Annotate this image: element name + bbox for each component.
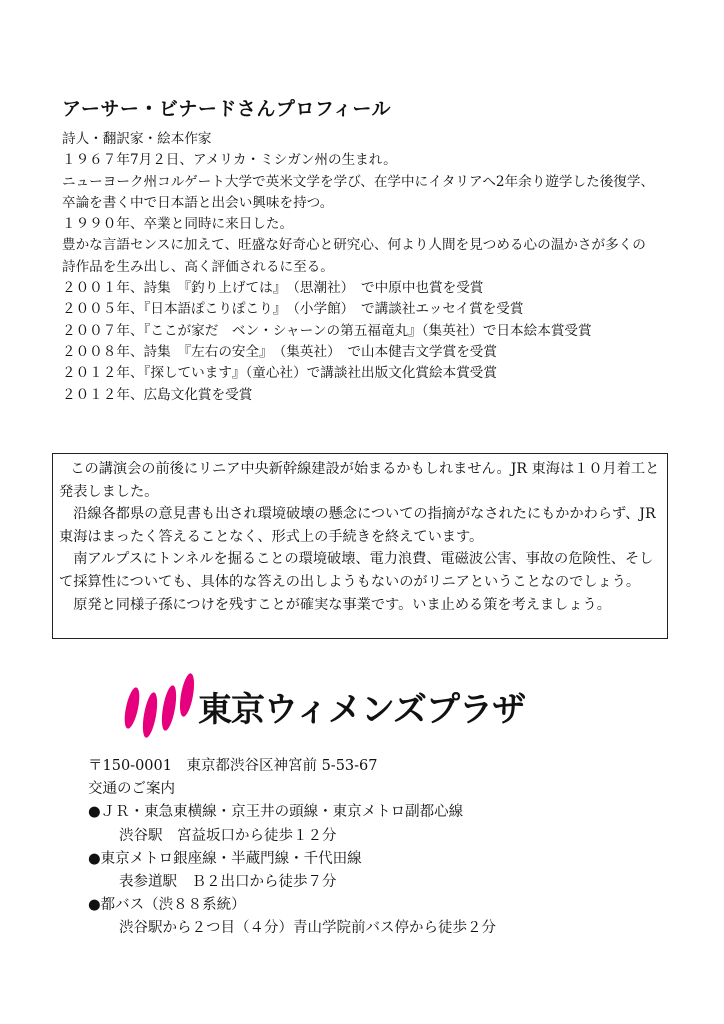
route-detail: 渋谷駅 宮益坂口から徒歩１２分 [119,827,337,844]
notice-paragraph: 沿線各都県の意見書も出され環境破壊の懸念についての指摘がなされたにもかかわらず、JR 東海はまったく答えることなく、形式上の手続きを終えています。 [59,506,656,545]
route-detail: 渋谷駅から２つ目（４分）青山学院前バス停から徒歩２分 [119,920,496,937]
profile-line: ２００７年、『ここが家だ ベン・シャーンの第五福竜丸』（集英社）で日本絵本賞受賞 [62,322,592,339]
profile-line: ２０１２年、広島文化賞を受賞 [62,386,253,403]
notice-paragraph: 原発と同様子孫につけを残すことが確実な事業です。いま止める策を考えましょう。 [73,596,611,613]
profile-title: アーサー・ビナードさんプロフィール [62,98,392,120]
petal-mark-icon [120,668,200,744]
profile-line: ２００１年、詩集 『釣り上げては』 （思潮社） で中原中也賞を受賞 [62,280,484,297]
address: 〒150-0001 東京都渋谷区神宮前 5-53-67 [88,758,378,774]
profile-line: 詩作品を生み出し、高く評価されるに至る。 [62,258,334,275]
profile-line: ２０１２年、『探しています』（童心社）で講談社出版文化賞絵本賞受賞 [62,365,497,382]
logo-wordmark: 東京ウィメンズプラザ [198,690,525,730]
profile-line: ２００８年、詩集 『左右の安全』 （集英社） で山本健吉文学賞を受賞 [62,343,497,360]
tokyo-womens-plaza-logo [120,668,525,744]
notice-box [52,453,668,639]
profile-line: １９９０年、卒業と同時に来日した。 [62,216,294,233]
profile-body [62,129,702,406]
route-line: ●都バス（渋８８系統） [88,897,246,914]
access-heading: 交通のご案内 [88,781,175,798]
profile-line: ２００５年、『日本語ぽこりぽこり』 （小学館） で講談社エッセイ賞を受賞 [62,301,524,318]
profile-line: 豊かな言語センスに加えて、旺盛な好奇心と研究心、何より人間を見つめる心の温かさが多くの [62,237,646,254]
profile-line: 詩人・翻訳家・絵本作家 [62,131,212,147]
route-line: ●ＪＲ・東急東横線・京王井の頭線・東京メトロ副都心線 [88,804,464,821]
access-info [88,755,688,941]
profile-line: １９６７年7月２日、アメリカ・ミシガン州の生まれ。 [62,152,397,169]
profile-line: 卒論を書く中で日本語と出会い興味を持つ。 [62,194,334,211]
route-line: ●東京メトロ銀座線・半蔵門線・千代田線 [88,850,362,867]
notice-paragraph: 南アルプスにトンネルを掘ることの環境破壊、電力浪費、電磁波公害、事故の危険性、そして採算性についても、具体的な答えの出しようもないのがリニアということなのでしょう。 [59,551,654,590]
route-detail: 表参道駅 Ｂ２出口から徒歩７分 [119,874,337,891]
profile-line: ニューヨーク州コルゲート大学で英米文学を学び、在学中にイタリアへ2年余り遊学した後復学、 [62,173,655,190]
notice-paragraph: この講演会の前後にリニア中央新幹線建設が始まるかもしれません。JR 東海は１０月着工と発表しました。 [59,461,660,500]
